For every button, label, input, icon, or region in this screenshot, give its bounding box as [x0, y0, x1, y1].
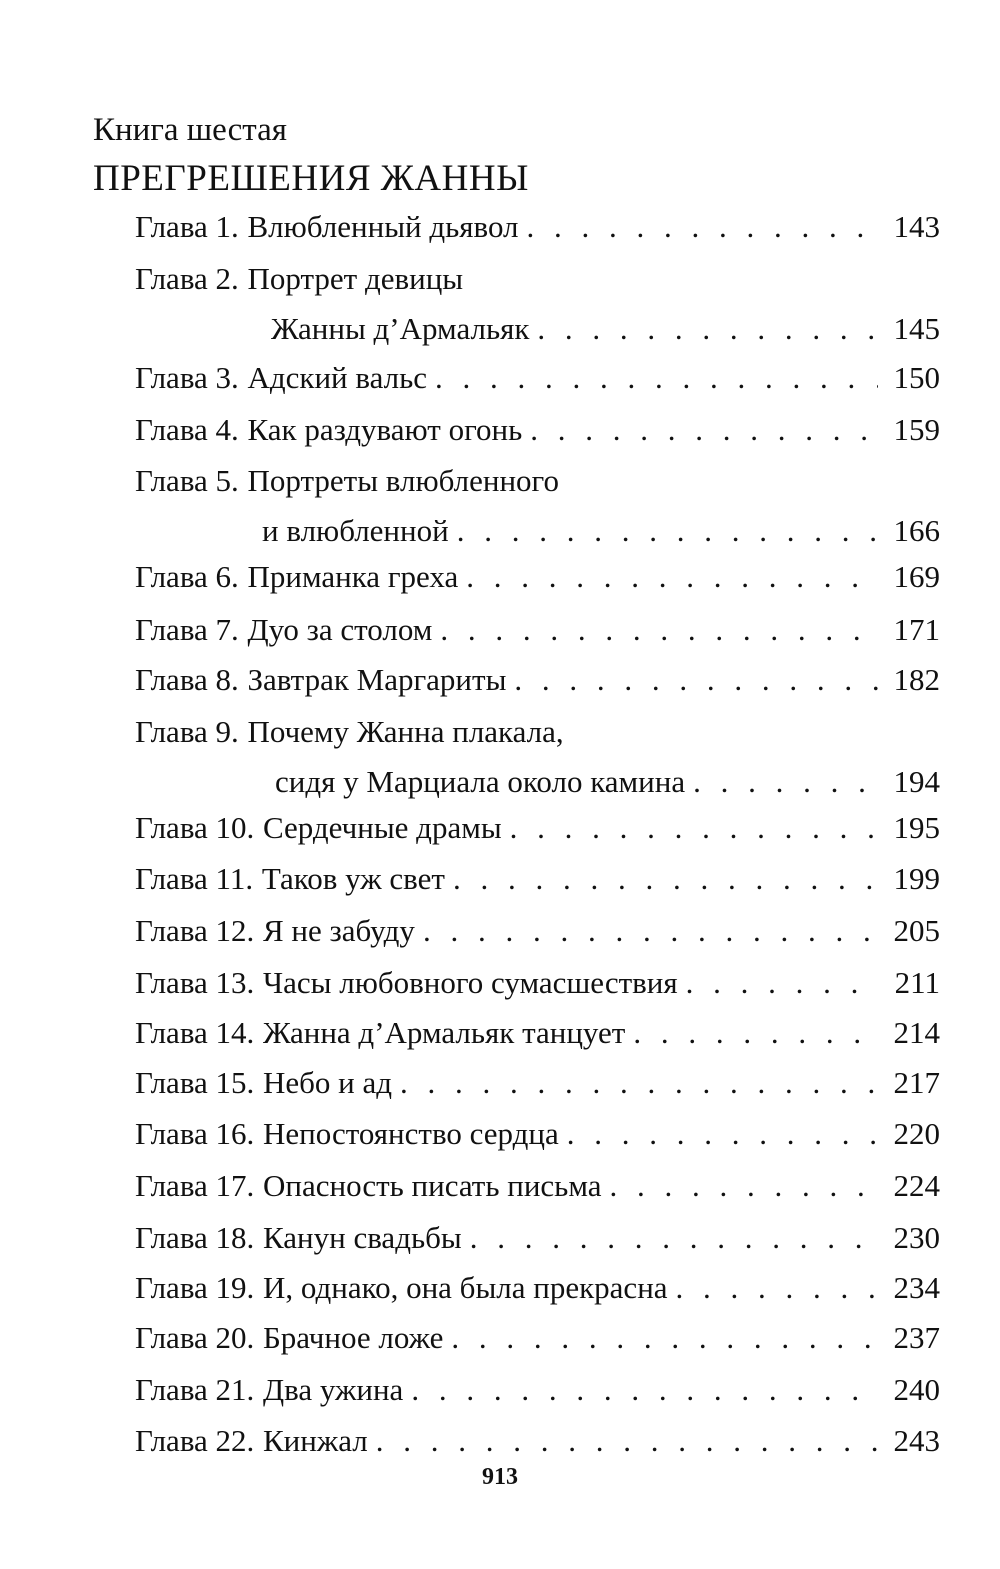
entry-label: [135, 557, 458, 597]
chapter-title: Брачное ложе: [262, 1320, 444, 1355]
chapter-number: Глава 19.: [135, 1270, 255, 1305]
chapter-number: Глава 6.: [135, 559, 239, 594]
chapter-number: Глава 21.: [135, 1372, 255, 1407]
chapter-title: Приманка греха: [247, 559, 459, 594]
entry-label: [135, 358, 427, 398]
dot-leader: [510, 808, 878, 848]
chapter-number: Глава 16.: [135, 1116, 255, 1151]
chapter-number: Глава 20.: [135, 1320, 255, 1355]
chapter-title: Часы любовного сумасшествия: [262, 965, 678, 1000]
chapter-title: Как раздувают огонь: [247, 412, 523, 447]
chapter-title: Сердечные драмы: [262, 810, 502, 845]
chapter-number: Глава 10.: [135, 810, 255, 845]
dot-leader: [537, 309, 878, 349]
dot-leader: [567, 1114, 878, 1154]
book-title: ПРЕГРЕШЕНИЯ ЖАННЫ: [93, 158, 529, 199]
chapter-number: Глава 3.: [135, 360, 239, 395]
page-number: 195: [893, 810, 940, 845]
toc-entry-18: [135, 1218, 940, 1258]
toc-entry-1: [135, 207, 940, 247]
chapter-number: Глава 7.: [135, 612, 239, 647]
entry-label: [135, 712, 564, 752]
toc-entry-9: [135, 712, 940, 802]
page-number: 171: [893, 612, 940, 647]
toc-entry-17: [135, 1166, 940, 1206]
folio-page-number: 913: [482, 1464, 518, 1490]
chapter-title: Жанна д’Армальяк танцует: [262, 1015, 626, 1050]
chapter-title-continued: и влюбленной: [262, 513, 449, 548]
chapter-number: Глава 1.: [135, 209, 239, 244]
chapter-number: Глава 22.: [135, 1423, 255, 1458]
toc-entry-11: [135, 859, 940, 899]
page-number: 230: [893, 1220, 940, 1255]
toc-entry-13: [135, 963, 940, 1003]
page-number: 182: [893, 662, 940, 697]
chapter-number: Глава 9.: [135, 714, 239, 749]
chapter-number: Глава 4.: [135, 412, 239, 447]
chapter-number: Глава 17.: [135, 1168, 255, 1203]
dot-leader: [633, 1013, 878, 1053]
dot-leader: [435, 358, 878, 398]
toc-entry-21: [135, 1370, 940, 1410]
toc-entry-16: [135, 1114, 940, 1154]
entry-label: [135, 410, 522, 450]
page-number: 217: [893, 1065, 940, 1100]
entry-label: [135, 610, 432, 650]
chapter-title: Непостоянство сердца: [262, 1116, 559, 1151]
chapter-number: Глава 12.: [135, 913, 255, 948]
chapter-title: Влюбленный дьявол: [247, 209, 519, 244]
dot-leader: [451, 1318, 878, 1358]
page-number: 237: [893, 1320, 940, 1355]
chapter-title-continued: Жанны д’Армальяк: [271, 311, 530, 346]
chapter-number: Глава 15.: [135, 1065, 255, 1100]
chapter-title: Завтрак Маргариты: [247, 662, 507, 697]
entry-label: [135, 207, 519, 247]
toc-entry-22: [135, 1421, 940, 1461]
toc-entry-19: [135, 1268, 940, 1308]
entry-label: [135, 259, 463, 299]
toc-entry-10: [135, 808, 940, 848]
chapter-title: Кинжал: [262, 1423, 368, 1458]
toc-entry-2: [135, 259, 940, 349]
chapter-title: Опасность писать письма: [262, 1168, 602, 1203]
chapter-number: Глава 5.: [135, 463, 239, 498]
chapter-title-continued: сидя у Марциала около камина: [275, 764, 686, 799]
entry-label: [135, 1421, 368, 1461]
chapter-number: Глава 18.: [135, 1220, 255, 1255]
dot-leader: [514, 660, 878, 700]
entry-label: [135, 963, 678, 1003]
page-number: 234: [893, 1270, 940, 1305]
entry-label: [135, 1218, 462, 1258]
chapter-title: Портрет девицы: [247, 261, 464, 296]
toc-entry-12: [135, 911, 940, 951]
page-number: 145: [893, 311, 940, 346]
dot-leader: [610, 1166, 879, 1206]
book-label: Книга шестая: [93, 112, 287, 148]
chapter-title: Два ужина: [262, 1372, 404, 1407]
entry-label: [135, 1114, 559, 1154]
page-number: 166: [893, 513, 940, 548]
toc-entry-14: [135, 1013, 940, 1053]
entry-label: [135, 911, 415, 951]
entry-label: [135, 660, 506, 700]
dot-leader: [527, 207, 878, 247]
chapter-title: Портреты влюбленного: [247, 463, 559, 498]
page-number: 143: [893, 209, 940, 244]
page-number: 214: [893, 1015, 940, 1050]
dot-leader: [686, 963, 878, 1003]
entry-label: [135, 1268, 668, 1308]
toc-entry-3: [135, 358, 940, 398]
chapter-number: Глава 8.: [135, 662, 239, 697]
toc-entry-15: [135, 1063, 940, 1103]
toc-entry-7: [135, 610, 940, 650]
entry-label: [135, 808, 502, 848]
page-number: 169: [893, 559, 940, 594]
chapter-number: Глава 13.: [135, 965, 255, 1000]
page-number: 199: [893, 861, 940, 896]
dot-leader: [676, 1268, 878, 1308]
chapter-number: Глава 11.: [135, 861, 254, 896]
chapter-title: Адский вальс: [247, 360, 428, 395]
chapter-title: Дуо за столом: [247, 612, 433, 647]
entry-label: [135, 1013, 625, 1053]
page-number: 194: [893, 764, 940, 799]
page-number: 150: [893, 360, 940, 395]
chapter-number: Глава 14.: [135, 1015, 255, 1050]
page-number: 243: [893, 1423, 940, 1458]
entry-label: [135, 1370, 403, 1410]
page-number: 159: [893, 412, 940, 447]
dot-leader: [693, 762, 878, 802]
chapter-title: Канун свадьбы: [262, 1220, 462, 1255]
chapter-title: Таков уж свет: [261, 861, 445, 896]
dot-leader: [457, 511, 878, 551]
dot-leader: [440, 610, 878, 650]
dot-leader: [376, 1421, 878, 1461]
page-number: 220: [893, 1116, 940, 1151]
entry-label: [135, 1063, 392, 1103]
chapter-title: Небо и ад: [262, 1065, 393, 1100]
dot-leader: [411, 1370, 878, 1410]
page-number: 211: [894, 965, 940, 1000]
page-number: 224: [893, 1168, 940, 1203]
chapter-number: Глава 2.: [135, 261, 239, 296]
chapter-title: И, однако, она была прекрасна: [262, 1270, 668, 1305]
entry-label: [135, 1166, 602, 1206]
page-number: 205: [893, 913, 940, 948]
entry-label: [135, 1318, 443, 1358]
toc-entry-4: [135, 410, 940, 450]
chapter-title: Почему Жанна плакала,: [247, 714, 564, 749]
dot-leader: [466, 557, 878, 597]
dot-leader: [453, 859, 878, 899]
toc-entry-6: [135, 557, 940, 597]
page-number: 240: [893, 1372, 940, 1407]
dot-leader: [530, 410, 878, 450]
entry-label: [135, 461, 559, 501]
dot-leader: [470, 1218, 878, 1258]
dot-leader: [423, 911, 878, 951]
toc-entry-8: [135, 660, 940, 700]
dot-leader: [400, 1063, 878, 1103]
toc-entry-5: [135, 461, 940, 551]
entry-label: [135, 859, 445, 899]
chapter-title: Я не забуду: [262, 913, 415, 948]
toc-entry-20: [135, 1318, 940, 1358]
